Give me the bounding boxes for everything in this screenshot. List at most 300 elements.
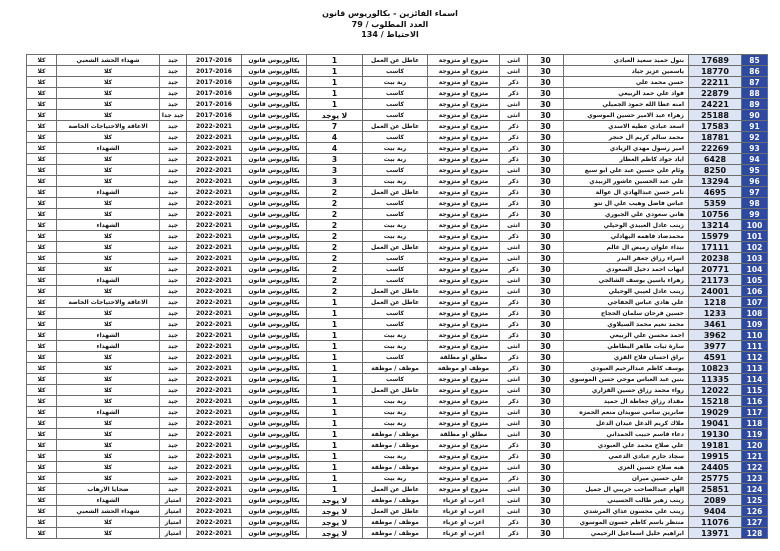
occupation-cell: ربة بيت xyxy=(363,143,428,154)
grade-cell: جيد xyxy=(160,275,187,286)
id-cell: 11335 xyxy=(689,374,742,385)
seq-cell: 116 xyxy=(742,396,768,407)
id-cell: 3962 xyxy=(689,330,742,341)
occupation-cell: ربة بيت xyxy=(363,451,428,462)
extra-cell: كلا xyxy=(27,121,57,132)
children-count-cell: 4 xyxy=(307,132,363,143)
occupation-cell: عاطل عن العمل xyxy=(363,286,428,297)
category-cell: الشهداء xyxy=(57,341,160,352)
marital-status-cell: متزوج او متزوجة xyxy=(428,99,500,110)
id-cell: 20771 xyxy=(689,264,742,275)
gender-cell: ذكر xyxy=(500,297,528,308)
graduation-year-cell: 2017-2016 xyxy=(187,55,242,66)
graduation-year-cell: 2022-2021 xyxy=(187,451,242,462)
age-cell: 30 xyxy=(528,429,564,440)
marital-status-cell: متزوج او متزوجة xyxy=(428,308,500,319)
children-count-cell: 1 xyxy=(307,88,363,99)
children-count-cell: 2 xyxy=(307,253,363,264)
occupation-cell: كاسب xyxy=(363,132,428,143)
table-row xyxy=(27,297,768,308)
marital-status-cell: اعزب او عزباء xyxy=(428,495,500,506)
marital-status-cell: اعزب او عزباء xyxy=(428,517,500,528)
degree-cell: بكالوريوس قانون xyxy=(242,231,307,242)
gender-cell: ذكر xyxy=(500,264,528,275)
marital-status-cell: متزوج او متزوجة xyxy=(428,341,500,352)
name-cell: ملاك كريم الدغل عيدان الدغل xyxy=(564,418,689,429)
seq-cell: 114 xyxy=(742,374,768,385)
category-cell: كلا xyxy=(57,462,160,473)
age-cell: 30 xyxy=(528,132,564,143)
table-row xyxy=(27,253,768,264)
table-row xyxy=(27,506,768,517)
age-cell: 30 xyxy=(528,242,564,253)
category-cell: كلا xyxy=(57,363,160,374)
graduation-year-cell: 2022-2021 xyxy=(187,154,242,165)
occupation-cell: ربة بيت xyxy=(363,407,428,418)
id-cell: 5359 xyxy=(689,198,742,209)
degree-cell: بكالوريوس قانون xyxy=(242,132,307,143)
extra-cell: كلا xyxy=(27,88,57,99)
seq-cell: 95 xyxy=(742,165,768,176)
seq-cell: 94 xyxy=(742,154,768,165)
id-cell: 19915 xyxy=(689,451,742,462)
age-cell: 30 xyxy=(528,363,564,374)
category-cell: كلا xyxy=(57,66,160,77)
seq-cell: 96 xyxy=(742,176,768,187)
category-cell: كلا xyxy=(57,385,160,396)
table-row xyxy=(27,132,768,143)
seq-cell: 117 xyxy=(742,407,768,418)
degree-cell: بكالوريوس قانون xyxy=(242,451,307,462)
children-count-cell: 1 xyxy=(307,319,363,330)
name-cell: زهراء عبد الامير حسين الموسوي xyxy=(564,110,689,121)
grade-cell: جيد xyxy=(160,121,187,132)
degree-cell: بكالوريوس قانون xyxy=(242,407,307,418)
gender-cell: انثى xyxy=(500,385,528,396)
winners-table xyxy=(26,54,768,539)
table-row xyxy=(27,495,768,506)
name-cell: حسين فرحان سلمان الحجاج xyxy=(564,308,689,319)
age-cell: 30 xyxy=(528,473,564,484)
gender-cell: انثى xyxy=(500,66,528,77)
children-count-cell: 1 xyxy=(307,374,363,385)
extra-cell: كلا xyxy=(27,396,57,407)
table-row xyxy=(27,418,768,429)
occupation-cell: موظف / موظفة xyxy=(363,495,428,506)
seq-cell: 87 xyxy=(742,77,768,88)
marital-status-cell: متزوج او متزوجة xyxy=(428,88,500,99)
gender-cell: ذكر xyxy=(500,528,528,539)
seq-cell: 128 xyxy=(742,528,768,539)
gender-cell: انثى xyxy=(500,220,528,231)
id-cell: 15218 xyxy=(689,396,742,407)
age-cell: 30 xyxy=(528,110,564,121)
name-cell: علي عبد الحسين عاشور الزبيدي xyxy=(564,176,689,187)
table-row xyxy=(27,77,768,88)
marital-status-cell: مطلق او مطلقة xyxy=(428,429,500,440)
occupation-cell: كاسب xyxy=(363,319,428,330)
extra-cell: كلا xyxy=(27,407,57,418)
extra-cell: كلا xyxy=(27,330,57,341)
marital-status-cell: متزوج او متزوجة xyxy=(428,55,500,66)
name-cell: علي حسين ميران xyxy=(564,473,689,484)
graduation-year-cell: 2022-2021 xyxy=(187,495,242,506)
children-count-cell: 7 xyxy=(307,121,363,132)
degree-cell: بكالوريوس قانون xyxy=(242,363,307,374)
id-cell: 17689 xyxy=(689,55,742,66)
extra-cell: كلا xyxy=(27,319,57,330)
seq-cell: 91 xyxy=(742,121,768,132)
gender-cell: ذكر xyxy=(500,176,528,187)
extra-cell: كلا xyxy=(27,231,57,242)
children-count-cell: 2 xyxy=(307,264,363,275)
occupation-cell: كاسب xyxy=(363,253,428,264)
children-count-cell: 1 xyxy=(307,484,363,495)
table-row xyxy=(27,66,768,77)
marital-status-cell: متزوج او متزوجة xyxy=(428,275,500,286)
grade-cell: جيد xyxy=(160,209,187,220)
occupation-cell: عاطل عن العمل xyxy=(363,506,428,517)
grade-cell: جيد xyxy=(160,374,187,385)
age-cell: 30 xyxy=(528,154,564,165)
marital-status-cell: متزوج او متزوجة xyxy=(428,286,500,297)
gender-cell: ذكر xyxy=(500,88,528,99)
category-cell: كلا xyxy=(57,176,160,187)
degree-cell: بكالوريوس قانون xyxy=(242,275,307,286)
gender-cell: انثى xyxy=(500,253,528,264)
occupation-cell: ربة بيت xyxy=(363,231,428,242)
seq-cell: 118 xyxy=(742,418,768,429)
graduation-year-cell: 2022-2021 xyxy=(187,176,242,187)
extra-cell: كلا xyxy=(27,143,57,154)
category-cell: كلا xyxy=(57,308,160,319)
graduation-year-cell: 2022-2021 xyxy=(187,506,242,517)
marital-status-cell: متزوج او متزوجة xyxy=(428,451,500,462)
occupation-cell: كاسب xyxy=(363,209,428,220)
occupation-cell: كاسب xyxy=(363,275,428,286)
category-cell: كلا xyxy=(57,110,160,121)
extra-cell: كلا xyxy=(27,77,57,88)
extra-cell: كلا xyxy=(27,220,57,231)
graduation-year-cell: 2022-2021 xyxy=(187,385,242,396)
table-row xyxy=(27,429,768,440)
children-count-cell: 1 xyxy=(307,407,363,418)
table-row xyxy=(27,440,768,451)
name-cell: امنه عطا الله حمود الجميلي xyxy=(564,99,689,110)
occupation-cell: عاطل عن العمل xyxy=(363,297,428,308)
seq-cell: 92 xyxy=(742,132,768,143)
table-row xyxy=(27,242,768,253)
degree-cell: بكالوريوس قانون xyxy=(242,308,307,319)
id-cell: 10756 xyxy=(689,209,742,220)
age-cell: 30 xyxy=(528,99,564,110)
children-count-cell: 2 xyxy=(307,286,363,297)
category-cell: الاعاقة والاحتياجات الخاصة xyxy=(57,121,160,132)
degree-cell: بكالوريوس قانون xyxy=(242,242,307,253)
name-cell: حسن محمد علي xyxy=(564,77,689,88)
seq-cell: 110 xyxy=(742,330,768,341)
gender-cell: ذكر xyxy=(500,473,528,484)
grade-cell: جيد xyxy=(160,88,187,99)
table-row xyxy=(27,330,768,341)
graduation-year-cell: 2022-2021 xyxy=(187,308,242,319)
extra-cell: كلا xyxy=(27,352,57,363)
grade-cell: جيد xyxy=(160,319,187,330)
category-cell: كلا xyxy=(57,473,160,484)
children-count-cell: لا يوجد xyxy=(307,528,363,539)
graduation-year-cell: 2022-2021 xyxy=(187,418,242,429)
degree-cell: بكالوريوس قانون xyxy=(242,495,307,506)
occupation-cell: موظف / موظفة xyxy=(363,429,428,440)
degree-cell: بكالوريوس قانون xyxy=(242,110,307,121)
age-cell: 30 xyxy=(528,484,564,495)
id-cell: 4695 xyxy=(689,187,742,198)
grade-cell: جيد xyxy=(160,77,187,88)
occupation-cell: عاطل عن العمل xyxy=(363,121,428,132)
name-cell: سجاد جازم عبادي الدعمي xyxy=(564,451,689,462)
category-cell: الشهداء xyxy=(57,275,160,286)
grade-cell: جيد xyxy=(160,220,187,231)
extra-cell: كلا xyxy=(27,308,57,319)
children-count-cell: 1 xyxy=(307,451,363,462)
degree-cell: بكالوريوس قانون xyxy=(242,209,307,220)
name-cell: ياسمين عزيز جياد xyxy=(564,66,689,77)
degree-cell: بكالوريوس قانون xyxy=(242,517,307,528)
graduation-year-cell: 2022-2021 xyxy=(187,352,242,363)
category-cell: كلا xyxy=(57,231,160,242)
marital-status-cell: متزوج او متزوجة xyxy=(428,132,500,143)
marital-status-cell: متزوج او متزوجة xyxy=(428,165,500,176)
extra-cell: كلا xyxy=(27,264,57,275)
graduation-year-cell: 2017-2016 xyxy=(187,77,242,88)
seq-cell: 111 xyxy=(742,341,768,352)
graduation-year-cell: 2022-2021 xyxy=(187,253,242,264)
grade-cell: جيد xyxy=(160,132,187,143)
age-cell: 30 xyxy=(528,209,564,220)
grade-cell: جيد xyxy=(160,253,187,264)
children-count-cell: 1 xyxy=(307,418,363,429)
age-cell: 30 xyxy=(528,341,564,352)
degree-cell: بكالوريوس قانون xyxy=(242,352,307,363)
extra-cell: كلا xyxy=(27,55,57,66)
extra-cell: كلا xyxy=(27,418,57,429)
children-count-cell: لا يوجد xyxy=(307,110,363,121)
id-cell: 8250 xyxy=(689,165,742,176)
table-row xyxy=(27,99,768,110)
marital-status-cell: اعزب او عزباء xyxy=(428,506,500,517)
table-row xyxy=(27,154,768,165)
age-cell: 30 xyxy=(528,143,564,154)
seq-cell: 86 xyxy=(742,66,768,77)
category-cell: كلا xyxy=(57,352,160,363)
id-cell: 4591 xyxy=(689,352,742,363)
seq-cell: 89 xyxy=(742,99,768,110)
extra-cell: كلا xyxy=(27,66,57,77)
children-count-cell: 2 xyxy=(307,242,363,253)
table-row xyxy=(27,55,768,66)
age-cell: 30 xyxy=(528,407,564,418)
category-cell: الشهداء xyxy=(57,187,160,198)
category-cell: كلا xyxy=(57,286,160,297)
marital-status-cell: متزوج او متزوجة xyxy=(428,231,500,242)
graduation-year-cell: 2022-2021 xyxy=(187,440,242,451)
children-count-cell: 3 xyxy=(307,154,363,165)
age-cell: 30 xyxy=(528,220,564,231)
age-cell: 30 xyxy=(528,418,564,429)
name-cell: فواد علي حمد الربيعي xyxy=(564,88,689,99)
children-count-cell: 1 xyxy=(307,99,363,110)
extra-cell: كلا xyxy=(27,176,57,187)
extra-cell: كلا xyxy=(27,451,57,462)
gender-cell: انثى xyxy=(500,484,528,495)
degree-cell: بكالوريوس قانون xyxy=(242,484,307,495)
children-count-cell: 1 xyxy=(307,308,363,319)
id-cell: 11076 xyxy=(689,517,742,528)
children-count-cell: لا يوجد xyxy=(307,495,363,506)
category-cell: كلا xyxy=(57,440,160,451)
graduation-year-cell: 2022-2021 xyxy=(187,484,242,495)
degree-cell: بكالوريوس قانون xyxy=(242,220,307,231)
extra-cell: كلا xyxy=(27,132,57,143)
category-cell: الشهداء xyxy=(57,143,160,154)
marital-status-cell: متزوج او متزوجة xyxy=(428,253,500,264)
grade-cell: جيد xyxy=(160,55,187,66)
table-row xyxy=(27,451,768,462)
table-row xyxy=(27,352,768,363)
age-cell: 30 xyxy=(528,495,564,506)
name-cell: هبه صلاح حسين الغزي xyxy=(564,462,689,473)
children-count-cell: 3 xyxy=(307,165,363,176)
grade-cell: جيد xyxy=(160,242,187,253)
age-cell: 30 xyxy=(528,440,564,451)
occupation-cell: موظف / موظفة xyxy=(363,528,428,539)
graduation-year-cell: 2022-2021 xyxy=(187,528,242,539)
age-cell: 30 xyxy=(528,66,564,77)
table-row xyxy=(27,528,768,539)
category-cell: كلا xyxy=(57,429,160,440)
occupation-cell: كاسب xyxy=(363,66,428,77)
marital-status-cell: متزوج او متزوجة xyxy=(428,462,500,473)
age-cell: 30 xyxy=(528,121,564,132)
table-row xyxy=(27,198,768,209)
occupation-cell: موظف / موظفة xyxy=(363,462,428,473)
id-cell: 24001 xyxy=(689,286,742,297)
seq-cell: 109 xyxy=(742,319,768,330)
marital-status-cell: متزوج او متزوجة xyxy=(428,330,500,341)
age-cell: 30 xyxy=(528,385,564,396)
seq-cell: 125 xyxy=(742,495,768,506)
occupation-cell: كاسب xyxy=(363,264,428,275)
age-cell: 30 xyxy=(528,506,564,517)
extra-cell: كلا xyxy=(27,341,57,352)
name-cell: الهام عبدالصاحب جريبي ال جميل xyxy=(564,484,689,495)
occupation-cell: عاطل عن العمل xyxy=(363,484,428,495)
children-count-cell: 1 xyxy=(307,330,363,341)
degree-cell: بكالوريوس قانون xyxy=(242,99,307,110)
graduation-year-cell: 2022-2021 xyxy=(187,165,242,176)
name-cell: منتظر باسم كاظم حسون الموسوي xyxy=(564,517,689,528)
grade-cell: جيد xyxy=(160,176,187,187)
name-cell: محمدضاد فاهمه البهادلي xyxy=(564,231,689,242)
seq-cell: 119 xyxy=(742,429,768,440)
graduation-year-cell: 2017-2016 xyxy=(187,99,242,110)
name-cell: يوسف كاظم عبدالرحيم العبودي xyxy=(564,363,689,374)
degree-cell: بكالوريوس قانون xyxy=(242,297,307,308)
category-cell: شهداء الحشد الشعبي xyxy=(57,506,160,517)
extra-cell: كلا xyxy=(27,528,57,539)
seq-cell: 104 xyxy=(742,264,768,275)
id-cell: 25188 xyxy=(689,110,742,121)
degree-cell: بكالوريوس قانون xyxy=(242,253,307,264)
children-count-cell: 1 xyxy=(307,429,363,440)
name-cell: براق احسان فلاح القزي xyxy=(564,352,689,363)
children-count-cell: 2 xyxy=(307,231,363,242)
children-count-cell: 1 xyxy=(307,440,363,451)
name-cell: زينب علي محسون عذاي المرشدي xyxy=(564,506,689,517)
name-cell: بيداء علوان رميض ال غالم xyxy=(564,242,689,253)
marital-status-cell: متزوج او متزوجة xyxy=(428,209,500,220)
graduation-year-cell: 2022-2021 xyxy=(187,231,242,242)
category-cell: الشهداء xyxy=(57,407,160,418)
marital-status-cell: متزوج او متزوجة xyxy=(428,385,500,396)
degree-cell: بكالوريوس قانون xyxy=(242,506,307,517)
name-cell: بنين عبد العباس موحي حسن الموسوي xyxy=(564,374,689,385)
name-cell: اسعد عبادي عطيه الاسدي xyxy=(564,121,689,132)
seq-cell: 112 xyxy=(742,352,768,363)
category-cell: كلا xyxy=(57,198,160,209)
gender-cell: ذكر xyxy=(500,209,528,220)
extra-cell: كلا xyxy=(27,440,57,451)
grade-cell: جيد xyxy=(160,286,187,297)
occupation-cell: ربة بيت xyxy=(363,396,428,407)
graduation-year-cell: 2022-2021 xyxy=(187,517,242,528)
id-cell: 18770 xyxy=(689,66,742,77)
grade-cell: جيد xyxy=(160,407,187,418)
graduation-year-cell: 2022-2021 xyxy=(187,264,242,275)
gender-cell: ذكر xyxy=(500,352,528,363)
extra-cell: كلا xyxy=(27,495,57,506)
degree-cell: بكالوريوس قانون xyxy=(242,341,307,352)
occupation-cell: ربة بيت xyxy=(363,473,428,484)
table-row xyxy=(27,308,768,319)
seq-cell: 126 xyxy=(742,506,768,517)
gender-cell: ذكر xyxy=(500,440,528,451)
name-cell: عباس فاضل وهيب علي ال نتو xyxy=(564,198,689,209)
id-cell: 15979 xyxy=(689,231,742,242)
extra-cell: كلا xyxy=(27,473,57,484)
extra-cell: كلا xyxy=(27,275,57,286)
category-cell: كلا xyxy=(57,165,160,176)
extra-cell: كلا xyxy=(27,385,57,396)
seq-cell: 106 xyxy=(742,286,768,297)
name-cell: رواء محمد رزاق حسين الفزاري xyxy=(564,385,689,396)
graduation-year-cell: 2022-2021 xyxy=(187,187,242,198)
grade-cell: جيد xyxy=(160,462,187,473)
graduation-year-cell: 2022-2021 xyxy=(187,407,242,418)
document-title: اسماء الفائزين - بكالوريوس قانون xyxy=(322,9,458,18)
degree-cell: بكالوريوس قانون xyxy=(242,77,307,88)
graduation-year-cell: 2022-2021 xyxy=(187,363,242,374)
occupation-cell: كاسب xyxy=(363,352,428,363)
id-cell: 13214 xyxy=(689,220,742,231)
age-cell: 30 xyxy=(528,198,564,209)
table-row xyxy=(27,165,768,176)
marital-status-cell: متزوج او متزوجة xyxy=(428,242,500,253)
name-cell: علي صلاح محمد علي العبودي xyxy=(564,440,689,451)
seq-cell: 88 xyxy=(742,88,768,99)
children-count-cell: لا يوجد xyxy=(307,517,363,528)
table-row xyxy=(27,121,768,132)
